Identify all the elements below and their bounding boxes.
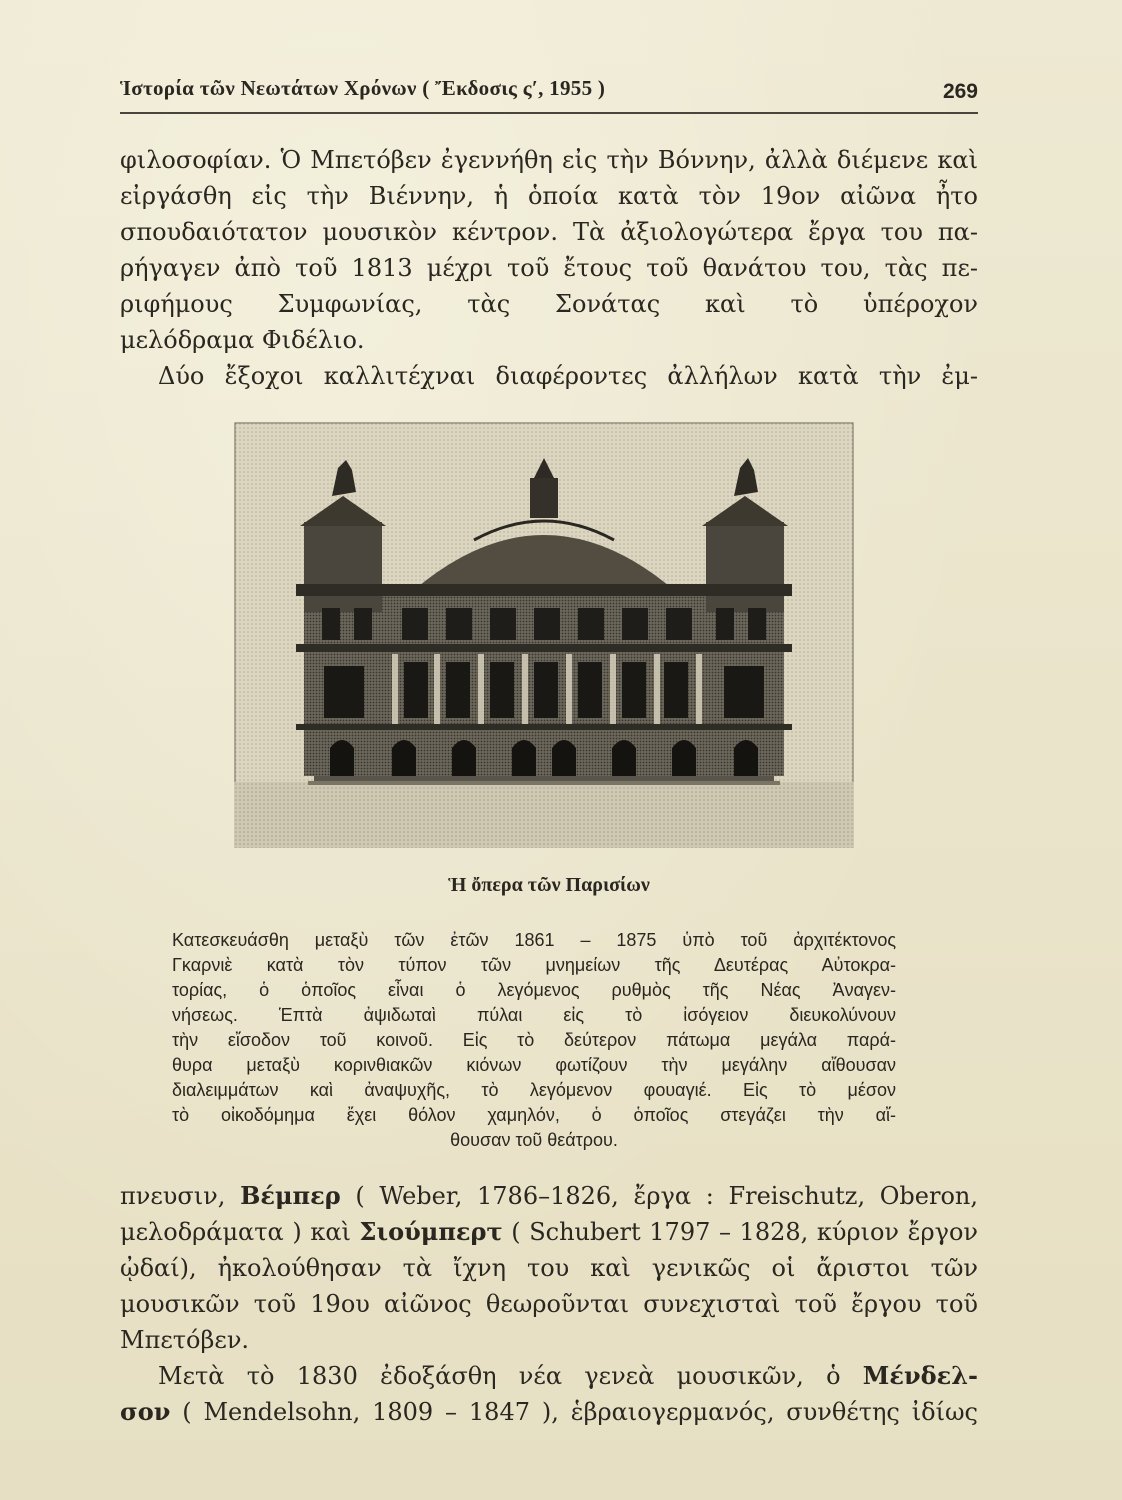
text-line [120,1358,978,1394]
caption-line: τὸ οἰκοδόμημα ἔχει θόλον χαμηλόν, ὁ ὁποῖος στεγάζει τὴν αἴ- [172,1105,896,1125]
text-line [120,1214,978,1250]
paris-opera-illustration [234,422,854,848]
page-number: 269 [942,80,978,103]
text-run: ( Weber, 1786–1826, ἔργα : Freischutz, Oberon, [340,1182,978,1210]
text-run: πνευσιν, [120,1182,241,1210]
caption-line: Γκαρνιὲ κατὰ τὸν τύπον τῶν μνημείων τῆς Δευτέρας Αὐτοκρα- [172,955,896,975]
caption-line: Κατεσκευάσθη μεταξὺ τῶν ἐτῶν 1861 – 1875 ὑπὸ τοῦ ἀρχιτέκτονος [172,930,896,950]
text-line: Δύο ἔξοχοι καλλιτέχναι διαφέροντες ἀλλήλων κατὰ τὴν ἐμ- [158,362,978,390]
caption-line: θυρα μεταξὺ κορινθιακῶν κιόνων φωτίζουν τὴν μεγάλην αἴθουσαν [172,1055,896,1075]
composer-name-mendelssohn-cont: σον [120,1397,171,1426]
paragraph-weber-schubert [120,1178,978,1430]
text-line [120,1178,978,1214]
composer-name-schubert: Σιούμπερτ [359,1217,503,1246]
caption-line: τορίας, ὁ ὁποῖος εἶναι ὁ λεγόμενος ρυθμὸς τῆς Νέας Ἀναγεν- [172,980,896,1000]
caption-line: τὴν εἴσοδον τοῦ κοινοῦ. Εἰς τὸ δεύτερον πάτωμα μεγάλα παρά- [172,1030,896,1050]
text-line: μελόδραμα Φιδέλιο. [120,326,365,354]
running-head [120,72,978,114]
figure-caption-title: Ἡ ὄπερα τῶν Παρισίων [448,874,650,896]
text-line: Μπετόβεν. [120,1326,250,1354]
text-line: εἰργάσθη εἰς τὴν Βιέννην, ἡ ὁποία κατὰ τὸν 19ον αἰῶνα ἦτο [120,182,978,210]
caption-line: θουσαν τοῦ θεάτρου. [450,1130,618,1150]
text-line: μουσικῶν τοῦ 19ου αἰῶνος θεωροῦνται συνεχισταὶ τοῦ ἔργου τοῦ [120,1290,978,1318]
composer-name-mendelssohn: Μένδελ- [862,1361,978,1390]
header-title: Ἱστορία τῶν Νεωτάτων Χρόνων ( Ἔκδοσις ς′, 1955 ) [120,76,606,100]
text-line: ᾠδαί), ἠκολούθησαν τὰ ἴχνη του καὶ γενικῶς οἱ ἄριστοι τῶν [120,1254,978,1282]
text-run: ( Schubert 1797 – 1828, κύριον ἔργον [502,1218,978,1246]
text-line: φιλοσοφίαν. Ὁ Μπετόβεν ἐγεννήθη εἰς τὴν Βόννην, ἀλλὰ διέμενε καὶ [120,146,978,174]
caption-line: νήσεως. Ἑπτὰ ἀψιδωταὶ πύλαι εἰς τὸ ἰσόγειον διευκολύνουν [172,1005,896,1025]
text-line: σπουδαιότατον μουσικὸν κέντρον. Τὰ ἀξιολογώτερα ἔργα του πα- [120,218,978,246]
text-line [120,1394,978,1430]
figure-caption-text [172,928,896,1153]
caption-line: διαλειμμάτων καὶ ἀναψυχῆς, τὸ λεγόμενον φουαγιέ. Εἰς τὸ μέσον [172,1080,896,1100]
text-run: μελοδράματα ) καὶ [120,1218,360,1246]
text-run: Μετὰ τὸ 1830 ἐδοξάσθη νέα γενεὰ μουσικῶν, ὁ [158,1362,863,1390]
composer-name-weber: Βέμπερ [240,1181,341,1210]
text-line: ριφήμους Συμφωνίας, τὰς Σονάτας καὶ τὸ ὑπέροχον [120,290,978,318]
text-run: ( Mendelsohn, 1809 – 1847 ), ἑβραιογερμανός, συνθέτης ἰδίως [170,1398,978,1426]
paragraph-beethoven [120,142,978,394]
text-line: ρήγαγεν ἀπὸ τοῦ 1813 μέχρι τοῦ ἔτους τοῦ θανάτου του, τὰς πε- [120,254,978,282]
